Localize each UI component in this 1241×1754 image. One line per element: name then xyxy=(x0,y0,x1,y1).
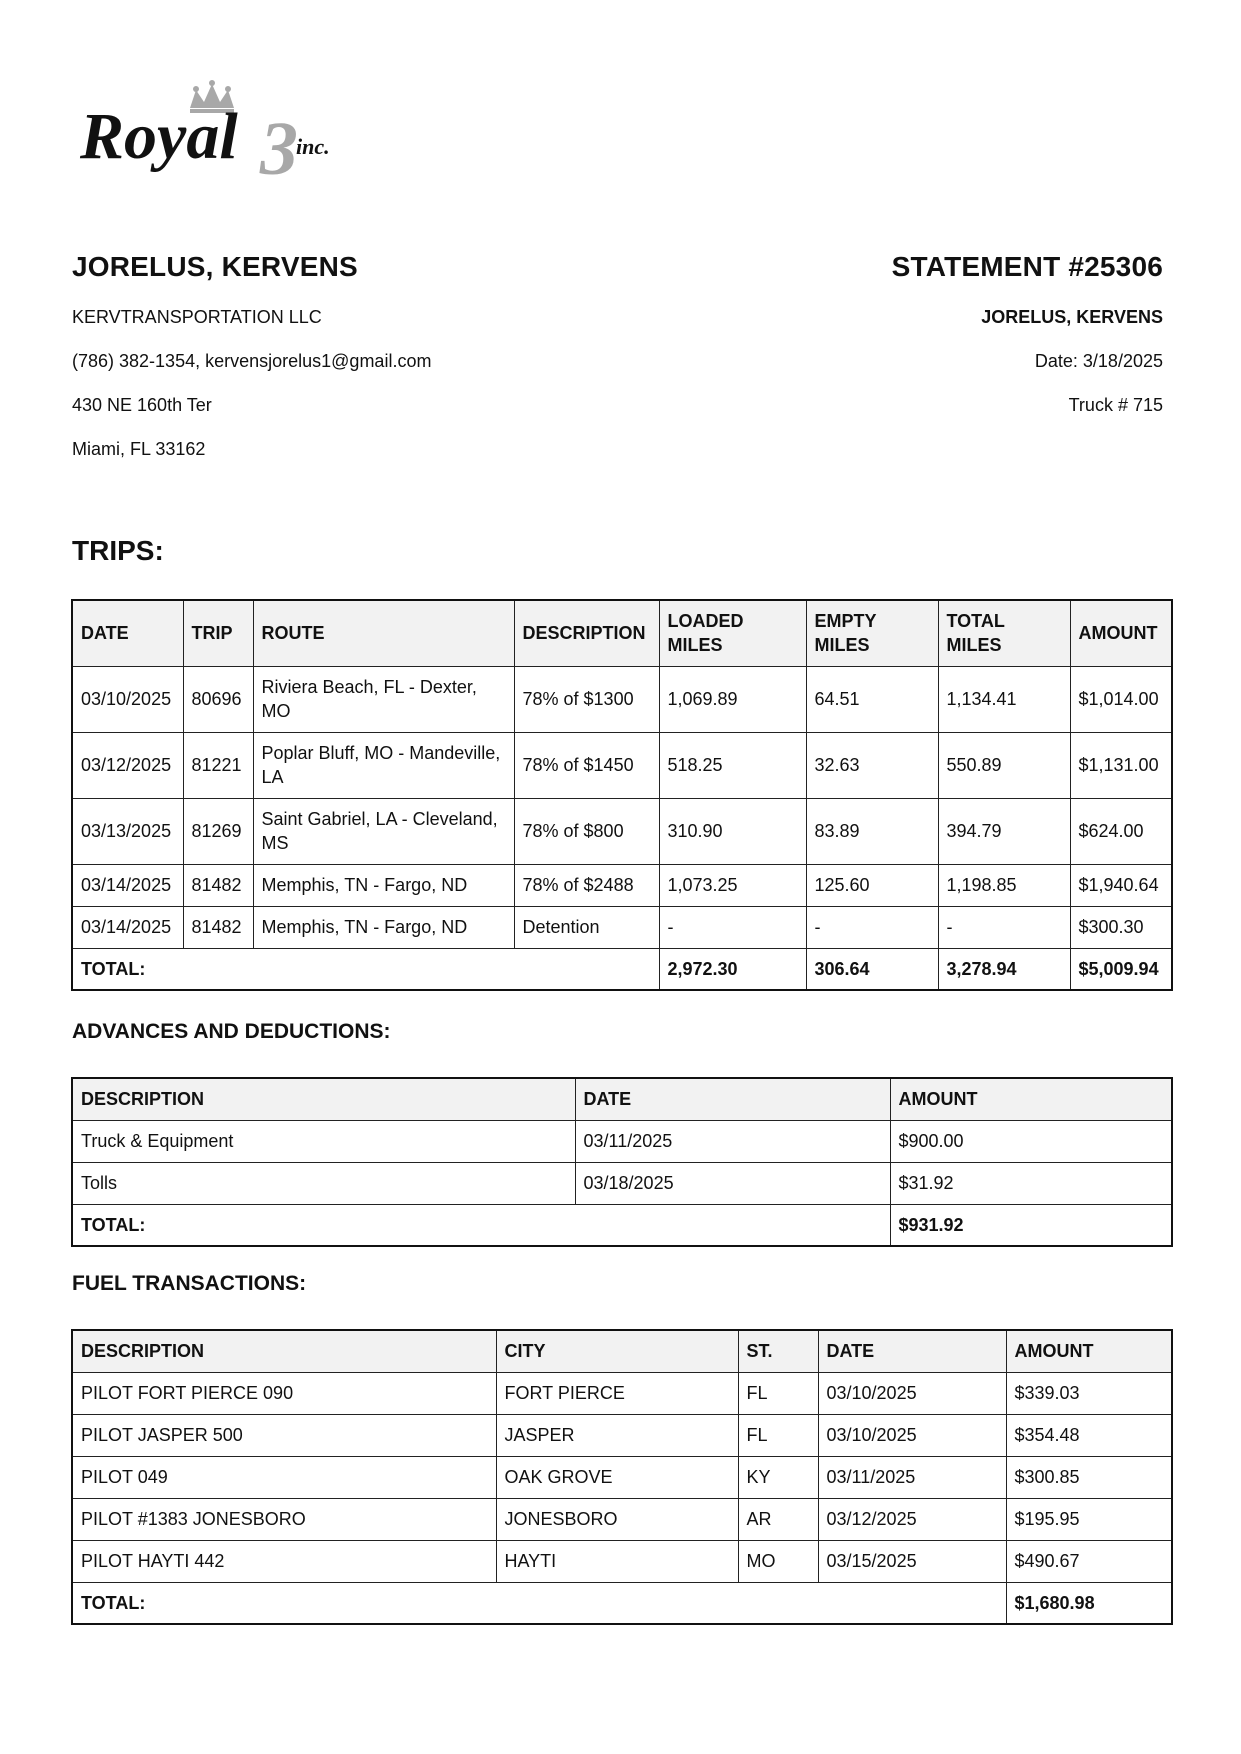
trip-number: 81482 xyxy=(183,864,253,906)
column-header: DESCRIPTION xyxy=(72,1078,575,1120)
advances-header-row xyxy=(72,1078,1172,1120)
trip-description: 78% of $1450 xyxy=(514,732,659,798)
table-row xyxy=(72,1372,1172,1414)
column-header: DATE xyxy=(575,1078,890,1120)
fuel-city: JONESBORO xyxy=(496,1498,738,1540)
table-row xyxy=(72,1540,1172,1582)
trip-description: 78% of $1300 xyxy=(514,666,659,732)
trip-loaded-miles: 518.25 xyxy=(659,732,806,798)
advance-amount: $31.92 xyxy=(890,1162,1172,1204)
fuel-description: PILOT 049 xyxy=(72,1456,496,1498)
trip-loaded-miles: 310.90 xyxy=(659,798,806,864)
fuel-heading: FUEL TRANSACTIONS: xyxy=(72,1272,307,1295)
trip-empty-miles: 32.63 xyxy=(806,732,938,798)
fuel-amount: $354.48 xyxy=(1006,1414,1172,1456)
total-label: TOTAL: xyxy=(72,948,659,990)
advance-description: Truck & Equipment xyxy=(72,1120,575,1162)
trip-total-miles: 1,134.41 xyxy=(938,666,1070,732)
fuel-state: FL xyxy=(738,1414,818,1456)
table-row xyxy=(72,1456,1172,1498)
total-amount: $5,009.94 xyxy=(1070,948,1172,990)
advances-total-row xyxy=(72,1204,1172,1246)
fuel-header-row xyxy=(72,1330,1172,1372)
fuel-city: HAYTI xyxy=(496,1540,738,1582)
trip-empty-miles: 125.60 xyxy=(806,864,938,906)
column-header: AMOUNT xyxy=(1006,1330,1172,1372)
trip-number: 80696 xyxy=(183,666,253,732)
table-row xyxy=(72,798,1172,864)
trip-route: Saint Gabriel, LA - Cleveland, MS xyxy=(253,798,514,864)
column-header: DATE xyxy=(818,1330,1006,1372)
trip-empty-miles: 83.89 xyxy=(806,798,938,864)
column-header: TOTAL MILES xyxy=(938,600,1070,666)
table-row xyxy=(72,666,1172,732)
fuel-date: 03/15/2025 xyxy=(818,1540,1006,1582)
driver-name: JORELUS, KERVENS xyxy=(72,251,358,282)
trip-total-miles: 550.89 xyxy=(938,732,1070,798)
fuel-description: PILOT #1383 JONESBORO xyxy=(72,1498,496,1540)
fuel-description: PILOT HAYTI 442 xyxy=(72,1540,496,1582)
column-header: EMPTY MILES xyxy=(806,600,938,666)
table-row xyxy=(72,1162,1172,1204)
logo-digit: 3 xyxy=(260,107,298,191)
trips-heading: TRIPS: xyxy=(72,535,164,566)
trip-amount: $300.30 xyxy=(1070,906,1172,948)
trip-amount: $624.00 xyxy=(1070,798,1172,864)
trip-number: 81269 xyxy=(183,798,253,864)
trip-total-miles: - xyxy=(938,906,1070,948)
trip-empty-miles: - xyxy=(806,906,938,948)
fuel-amount: $300.85 xyxy=(1006,1456,1172,1498)
fuel-amount: $339.03 xyxy=(1006,1372,1172,1414)
fuel-state: MO xyxy=(738,1540,818,1582)
column-header: ROUTE xyxy=(253,600,514,666)
trip-loaded-miles: 1,073.25 xyxy=(659,864,806,906)
column-header: TRIP xyxy=(183,600,253,666)
trip-route: Riviera Beach, FL - Dexter, MO xyxy=(253,666,514,732)
advance-description: Tolls xyxy=(72,1162,575,1204)
fuel-date: 03/10/2025 xyxy=(818,1372,1006,1414)
table-row xyxy=(72,1498,1172,1540)
driver-contact: (786) 382-1354, kervensjorelus1@gmail.com xyxy=(72,351,432,371)
logo-suffix: inc. xyxy=(296,134,330,159)
trips-header-row xyxy=(72,600,1172,666)
driver-company: KERVTRANSPORTATION LLC xyxy=(72,307,322,327)
trip-date: 03/13/2025 xyxy=(72,798,183,864)
advance-date: 03/11/2025 xyxy=(575,1120,890,1162)
total-loaded-miles: 2,972.30 xyxy=(659,948,806,990)
trips-table xyxy=(71,599,1173,991)
fuel-table xyxy=(71,1329,1173,1625)
total-empty-miles: 306.64 xyxy=(806,948,938,990)
driver-info xyxy=(72,250,632,482)
trip-date: 03/14/2025 xyxy=(72,864,183,906)
total-label: TOTAL: xyxy=(72,1204,890,1246)
fuel-date: 03/10/2025 xyxy=(818,1414,1006,1456)
trips-total-row xyxy=(72,948,1172,990)
fuel-amount: $195.95 xyxy=(1006,1498,1172,1540)
advances-heading: ADVANCES AND DEDUCTIONS: xyxy=(72,1020,391,1043)
table-row xyxy=(72,906,1172,948)
fuel-date: 03/11/2025 xyxy=(818,1456,1006,1498)
trip-description: Detention xyxy=(514,906,659,948)
fuel-description: PILOT JASPER 500 xyxy=(72,1414,496,1456)
trip-amount: $1,131.00 xyxy=(1070,732,1172,798)
trip-date: 03/10/2025 xyxy=(72,666,183,732)
table-row xyxy=(72,1120,1172,1162)
column-header: AMOUNT xyxy=(890,1078,1172,1120)
fuel-city: JASPER xyxy=(496,1414,738,1456)
fuel-description: PILOT FORT PIERCE 090 xyxy=(72,1372,496,1414)
fuel-date: 03/12/2025 xyxy=(818,1498,1006,1540)
trip-date: 03/12/2025 xyxy=(72,732,183,798)
trip-total-miles: 394.79 xyxy=(938,798,1070,864)
advances-table xyxy=(71,1077,1173,1247)
trip-empty-miles: 64.51 xyxy=(806,666,938,732)
column-header: DESCRIPTION xyxy=(72,1330,496,1372)
statement-info xyxy=(603,250,1163,438)
trip-amount: $1,940.64 xyxy=(1070,864,1172,906)
fuel-state: AR xyxy=(738,1498,818,1540)
fuel-state: KY xyxy=(738,1456,818,1498)
table-row xyxy=(72,864,1172,906)
trip-loaded-miles: - xyxy=(659,906,806,948)
fuel-city: FORT PIERCE xyxy=(496,1372,738,1414)
table-row xyxy=(72,732,1172,798)
trip-total-miles: 1,198.85 xyxy=(938,864,1070,906)
driver-address-line1: 430 NE 160th Ter xyxy=(72,395,212,415)
column-header: AMOUNT xyxy=(1070,600,1172,666)
statement-title: STATEMENT #25306 xyxy=(891,251,1163,282)
statement-date: Date: 3/18/2025 xyxy=(1034,351,1163,371)
advance-date: 03/18/2025 xyxy=(575,1162,890,1204)
trip-number: 81221 xyxy=(183,732,253,798)
column-header: DESCRIPTION xyxy=(514,600,659,666)
statement-driver-name: JORELUS, KERVENS xyxy=(981,307,1163,327)
trip-route: Poplar Bluff, MO - Mandeville, LA xyxy=(253,732,514,798)
column-header: ST. xyxy=(738,1330,818,1372)
truck-number: Truck # 715 xyxy=(1068,395,1163,415)
column-header: LOADED MILES xyxy=(659,600,806,666)
fuel-total-row xyxy=(72,1582,1172,1624)
total-amount: $931.92 xyxy=(890,1204,1172,1246)
trip-description: 78% of $2488 xyxy=(514,864,659,906)
fuel-state: FL xyxy=(738,1372,818,1414)
trip-loaded-miles: 1,069.89 xyxy=(659,666,806,732)
table-row xyxy=(72,1414,1172,1456)
column-header: CITY xyxy=(496,1330,738,1372)
total-amount: $1,680.98 xyxy=(1006,1582,1172,1624)
total-label: TOTAL: xyxy=(72,1582,1006,1624)
trip-date: 03/14/2025 xyxy=(72,906,183,948)
driver-address-line2: Miami, FL 33162 xyxy=(72,439,206,459)
total-miles: 3,278.94 xyxy=(938,948,1070,990)
trip-route: Memphis, TN - Fargo, ND xyxy=(253,906,514,948)
trip-number: 81482 xyxy=(183,906,253,948)
fuel-amount: $490.67 xyxy=(1006,1540,1172,1582)
trip-description: 78% of $800 xyxy=(514,798,659,864)
fuel-city: OAK GROVE xyxy=(496,1456,738,1498)
advance-amount: $900.00 xyxy=(890,1120,1172,1162)
trip-route: Memphis, TN - Fargo, ND xyxy=(253,864,514,906)
column-header: DATE xyxy=(72,600,183,666)
company-logo xyxy=(78,78,398,198)
trip-amount: $1,014.00 xyxy=(1070,666,1172,732)
logo-word: Royal xyxy=(80,100,238,173)
